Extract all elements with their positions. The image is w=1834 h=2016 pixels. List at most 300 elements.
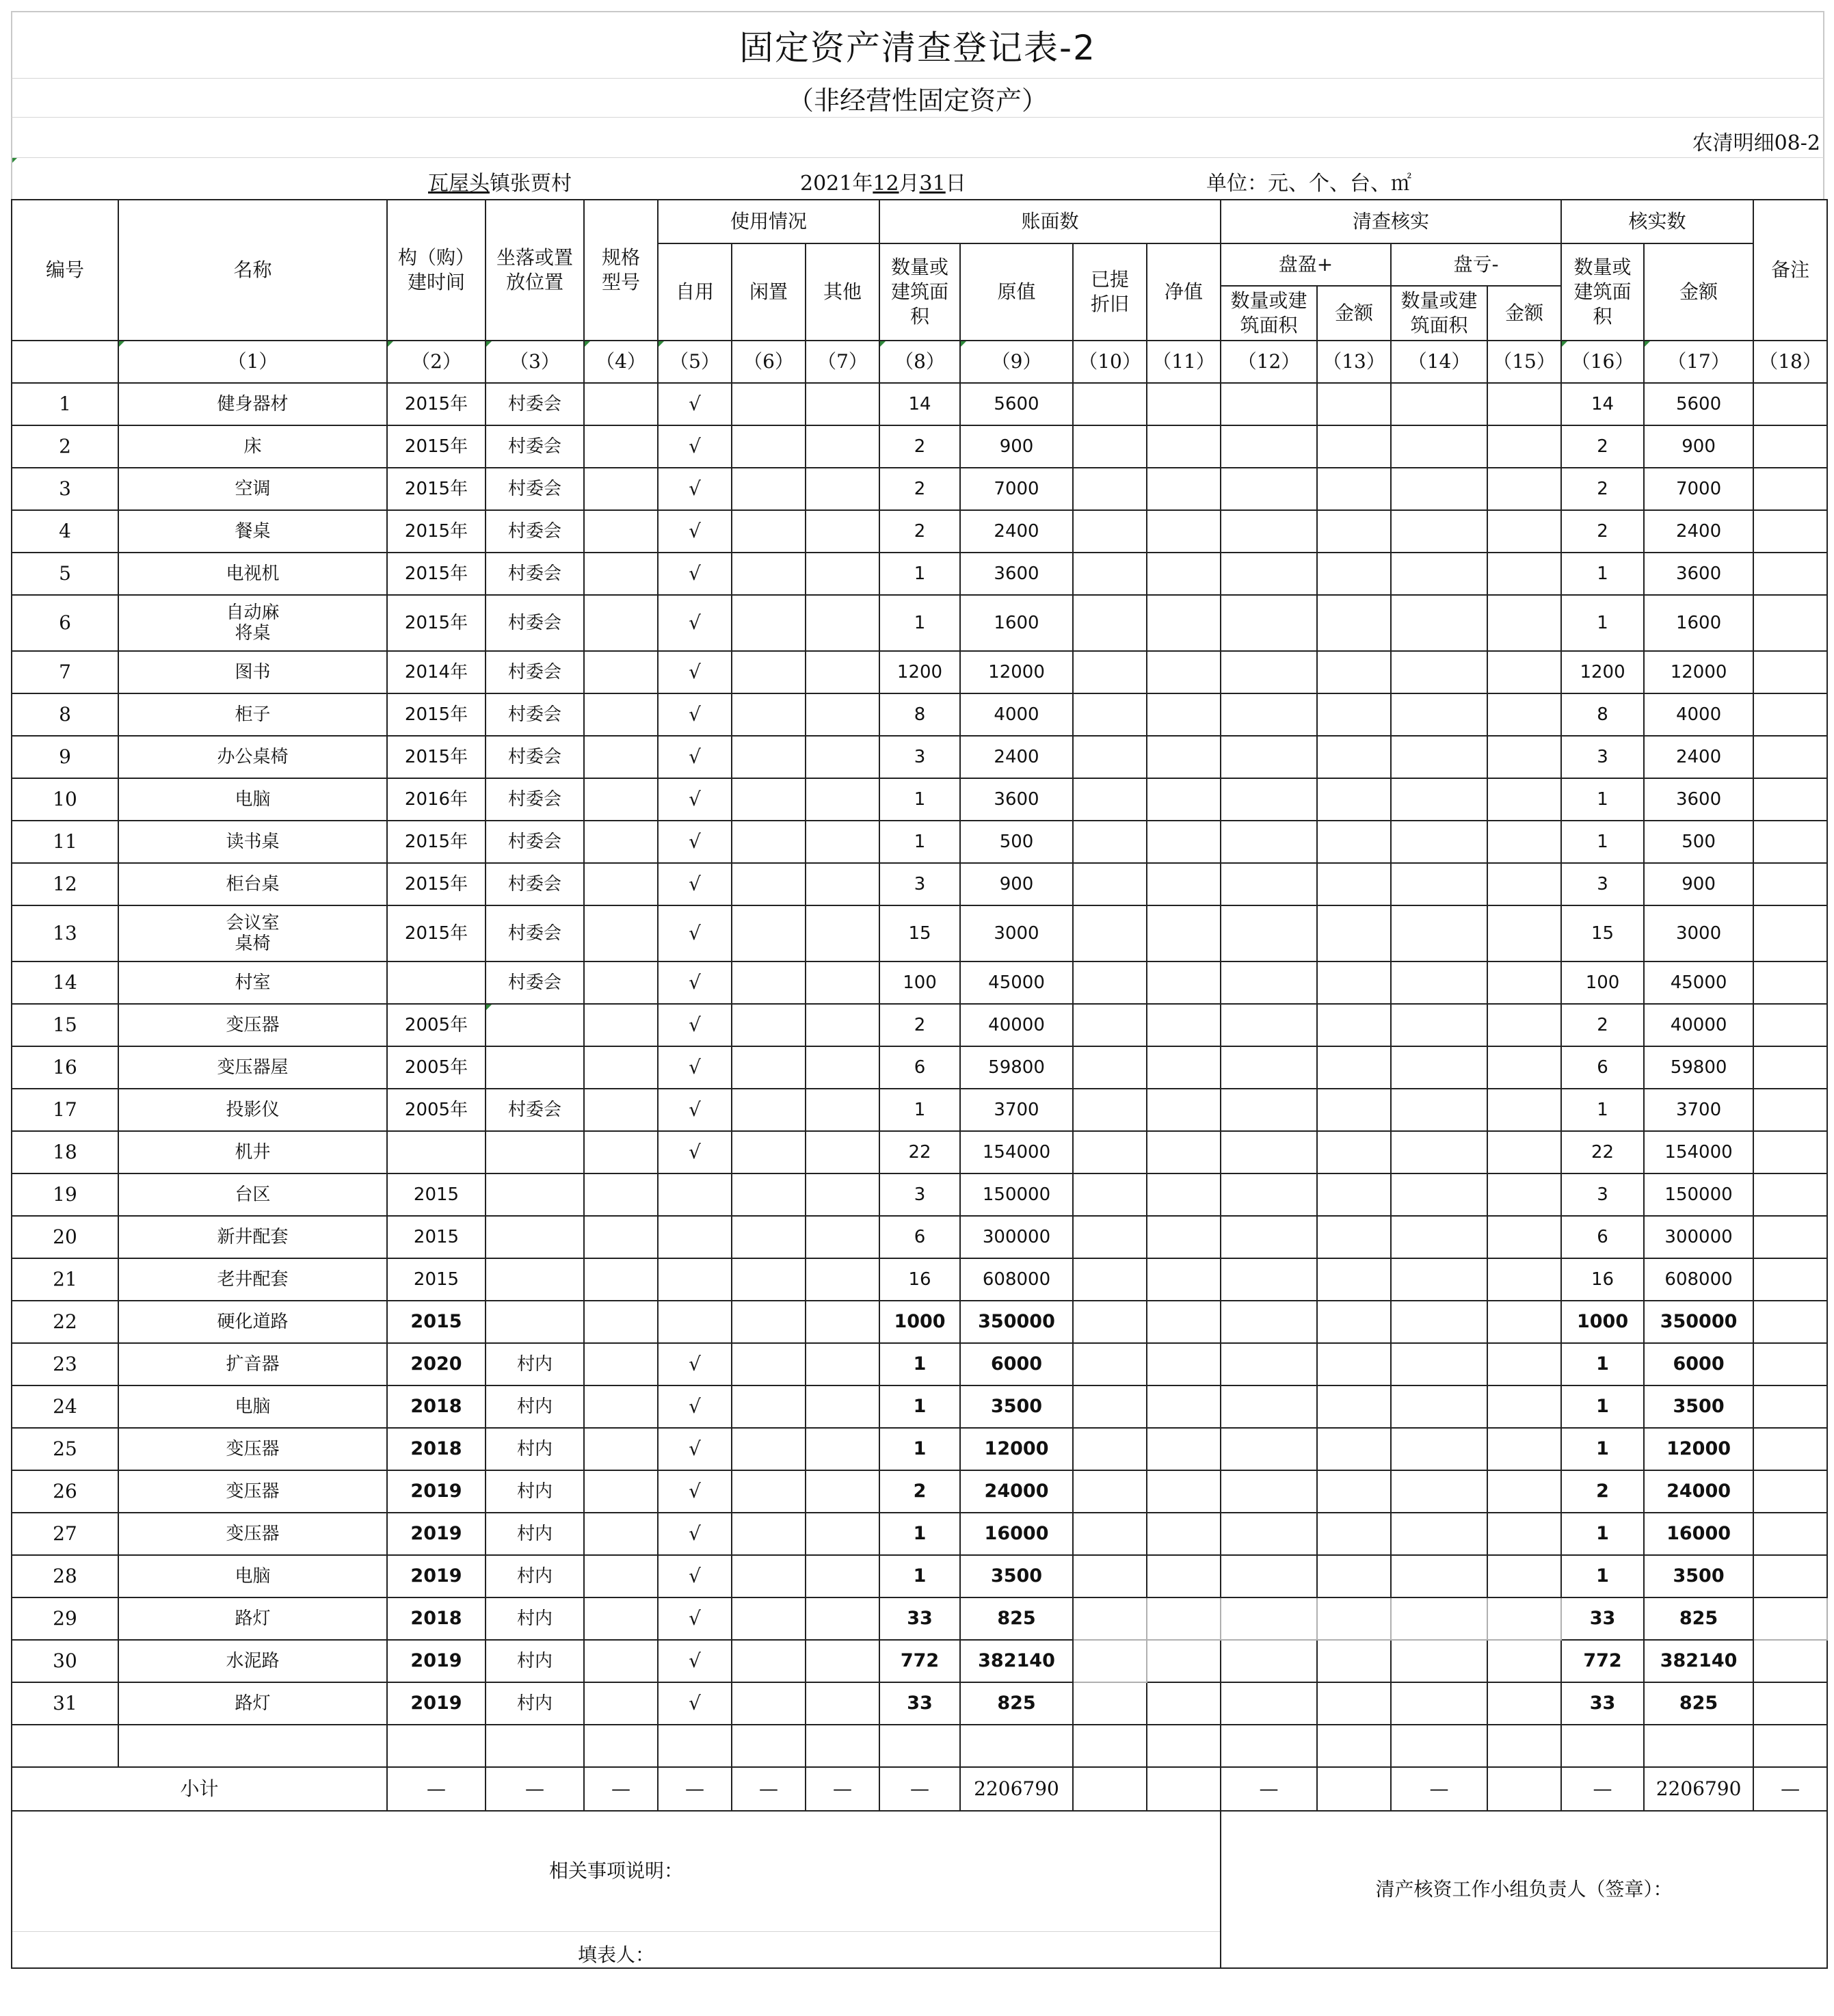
subtotal-book-orig: 2206790 bbox=[960, 1767, 1073, 1811]
cell-ver-qty: 100 bbox=[1561, 961, 1644, 1004]
cell-ver-amount: 3600 bbox=[1644, 553, 1753, 595]
cell-surplus-amount bbox=[1317, 383, 1391, 425]
cell-location: 村内 bbox=[486, 1343, 584, 1385]
cell-remark bbox=[1753, 863, 1827, 905]
cell-ver-qty: 2 bbox=[1561, 1004, 1644, 1046]
cell-spec bbox=[584, 821, 658, 863]
cell-depr bbox=[1073, 383, 1147, 425]
cell-idle bbox=[732, 1004, 806, 1046]
cell-self-use: √ bbox=[658, 1131, 732, 1173]
cell-spec bbox=[584, 778, 658, 821]
cell-build-time: 2018 bbox=[387, 1597, 486, 1640]
cell-ver-amount: 3000 bbox=[1644, 905, 1753, 961]
date-day-unit: 日 bbox=[945, 172, 966, 196]
cell-depr bbox=[1073, 1173, 1147, 1216]
cell-no: 9 bbox=[12, 736, 118, 778]
cell-book-orig: 350000 bbox=[960, 1301, 1073, 1343]
cell-deficit-amount bbox=[1487, 1470, 1561, 1513]
cell-deficit-qty bbox=[1391, 1513, 1487, 1555]
cell-deficit-amount bbox=[1487, 961, 1561, 1004]
cell-no: 26 bbox=[12, 1470, 118, 1513]
cell-book-orig: 6000 bbox=[960, 1343, 1073, 1385]
cell-deficit-qty bbox=[1391, 1216, 1487, 1258]
cell-surplus-qty bbox=[1221, 821, 1317, 863]
cell-location bbox=[486, 1131, 584, 1173]
cell-build-time: 2015年 bbox=[387, 383, 486, 425]
cell-surplus-qty bbox=[1221, 553, 1317, 595]
cell-depr bbox=[1073, 1640, 1147, 1682]
cell-other bbox=[806, 1216, 879, 1258]
cell-surplus-qty bbox=[1221, 1343, 1317, 1385]
cell-location: 村委会 bbox=[486, 821, 584, 863]
cell-spec bbox=[584, 736, 658, 778]
cell-book-qty: 1 bbox=[879, 1555, 960, 1597]
subtotal-empty bbox=[1073, 1767, 1147, 1811]
cell-ver-qty: 8 bbox=[1561, 693, 1644, 736]
cell-remark bbox=[1753, 1004, 1827, 1046]
cell-remark bbox=[1753, 778, 1827, 821]
cell-deficit-qty bbox=[1391, 961, 1487, 1004]
cell-self-use: √ bbox=[658, 1089, 732, 1131]
cell-net bbox=[1147, 1682, 1221, 1725]
cell-remark bbox=[1753, 1640, 1827, 1682]
cell-marker bbox=[1645, 341, 1650, 347]
cell-deficit-qty bbox=[1391, 736, 1487, 778]
cell-deficit-amount bbox=[1487, 1131, 1561, 1173]
table-row bbox=[12, 1640, 1827, 1682]
cell-net bbox=[1147, 553, 1221, 595]
column-number: （9） bbox=[960, 341, 1073, 383]
cell-surplus-qty bbox=[1221, 383, 1317, 425]
cell-self-use: √ bbox=[658, 1385, 732, 1428]
cell-name-text: 自动麻将桌 bbox=[226, 602, 280, 644]
cell-book-orig: 300000 bbox=[960, 1216, 1073, 1258]
cell-depr bbox=[1073, 1046, 1147, 1089]
cell-deficit-qty bbox=[1391, 905, 1487, 961]
header-deficit-qty-text: 数量或建筑面积 bbox=[1400, 289, 1478, 336]
cell-depr bbox=[1073, 1131, 1147, 1173]
cell-surplus-qty bbox=[1221, 1216, 1317, 1258]
cell-ver-amount: 900 bbox=[1644, 425, 1753, 468]
cell-deficit-amount bbox=[1487, 1004, 1561, 1046]
cell-ver-qty: 1000 bbox=[1561, 1301, 1644, 1343]
cell-name: 路灯 bbox=[118, 1682, 387, 1725]
cell-net bbox=[1147, 1131, 1221, 1173]
cell-remark bbox=[1753, 1216, 1827, 1258]
cell-surplus-amount bbox=[1317, 961, 1391, 1004]
cell-book-qty: 1 bbox=[879, 1385, 960, 1428]
cell-depr bbox=[1073, 736, 1147, 778]
cell-deficit-amount bbox=[1487, 1046, 1561, 1089]
header-net: 净值 bbox=[1147, 243, 1221, 341]
cell-other bbox=[806, 651, 879, 693]
table-row bbox=[12, 1216, 1827, 1258]
cell-surplus-amount bbox=[1317, 693, 1391, 736]
blank-row bbox=[12, 1725, 1827, 1767]
subtotal-dash: — bbox=[732, 1767, 806, 1811]
cell-location bbox=[486, 1004, 584, 1046]
cell-surplus-qty bbox=[1221, 693, 1317, 736]
cell-surplus-amount bbox=[1317, 1385, 1391, 1428]
cell-spec bbox=[584, 863, 658, 905]
cell-surplus-amount bbox=[1317, 595, 1391, 651]
cell-surplus-qty bbox=[1221, 1682, 1317, 1725]
cell-name: 电脑 bbox=[118, 1385, 387, 1428]
cell-location bbox=[486, 1216, 584, 1258]
blank-cell bbox=[1644, 1725, 1753, 1767]
cell-ver-qty: 33 bbox=[1561, 1597, 1644, 1640]
cell-book-qty: 14 bbox=[879, 383, 960, 425]
cell-ver-amount: 350000 bbox=[1644, 1301, 1753, 1343]
cell-book-orig: 825 bbox=[960, 1597, 1073, 1640]
cell-surplus-qty bbox=[1221, 510, 1317, 553]
cell-surplus-amount bbox=[1317, 468, 1391, 510]
cell-idle bbox=[732, 693, 806, 736]
header-check: 清查核实 bbox=[1221, 200, 1561, 243]
cell-build-time: 2019 bbox=[387, 1555, 486, 1597]
cell-other bbox=[806, 736, 879, 778]
blank-cell bbox=[1073, 1725, 1147, 1767]
cell-self-use bbox=[658, 1173, 732, 1216]
cell-no: 15 bbox=[12, 1004, 118, 1046]
cell-deficit-qty bbox=[1391, 595, 1487, 651]
cell-ver-amount: 1600 bbox=[1644, 595, 1753, 651]
table-row bbox=[12, 1173, 1827, 1216]
cell-idle bbox=[732, 961, 806, 1004]
cell-build-time bbox=[387, 961, 486, 1004]
cell-no: 14 bbox=[12, 961, 118, 1004]
cell-ver-amount: 12000 bbox=[1644, 651, 1753, 693]
cell-book-qty: 3 bbox=[879, 863, 960, 905]
header-book-orig: 原值 bbox=[960, 243, 1073, 341]
table-row bbox=[12, 1343, 1827, 1385]
cell-build-time: 2015年 bbox=[387, 693, 486, 736]
cell-self-use: √ bbox=[658, 736, 732, 778]
cell-location: 村委会 bbox=[486, 778, 584, 821]
cell-idle bbox=[732, 1385, 806, 1428]
unit-label: 单位：元、个、台、㎡ bbox=[1206, 172, 1411, 196]
header-ver-qty bbox=[1561, 243, 1644, 341]
cell-build-time: 2016年 bbox=[387, 778, 486, 821]
cell-location: 村内 bbox=[486, 1640, 584, 1682]
cell-name: 床 bbox=[118, 425, 387, 468]
cell-net bbox=[1147, 1046, 1221, 1089]
cell-location bbox=[486, 1046, 584, 1089]
cell-other bbox=[806, 553, 879, 595]
cell-self-use: √ bbox=[658, 821, 732, 863]
cell-ver-amount: 24000 bbox=[1644, 1470, 1753, 1513]
cell-deficit-amount bbox=[1487, 1343, 1561, 1385]
cell-ver-amount: 16000 bbox=[1644, 1513, 1753, 1555]
cell-deficit-qty bbox=[1391, 1640, 1487, 1682]
cell-net bbox=[1147, 1470, 1221, 1513]
filler-label: 填表人： bbox=[578, 1944, 655, 1966]
cell-spec bbox=[584, 1258, 658, 1301]
cell-self-use: √ bbox=[658, 1343, 732, 1385]
cell-other bbox=[806, 1343, 879, 1385]
header-surplus-qty bbox=[1221, 286, 1317, 341]
cell-spec bbox=[584, 1301, 658, 1343]
cell-remark bbox=[1753, 1046, 1827, 1089]
cell-book-orig: 45000 bbox=[960, 961, 1073, 1004]
cell-location: 村委会 bbox=[486, 693, 584, 736]
cell-surplus-amount bbox=[1317, 1004, 1391, 1046]
cell-deficit-qty bbox=[1391, 425, 1487, 468]
column-number: （7） bbox=[806, 341, 879, 383]
cell-spec bbox=[584, 1428, 658, 1470]
cell-idle bbox=[732, 651, 806, 693]
cell-depr bbox=[1073, 1258, 1147, 1301]
cell-name: 路灯 bbox=[118, 1597, 387, 1640]
cell-net bbox=[1147, 383, 1221, 425]
cell-self-use: √ bbox=[658, 1640, 732, 1682]
cell-depr bbox=[1073, 651, 1147, 693]
cell-book-orig: 3500 bbox=[960, 1385, 1073, 1428]
table-row bbox=[12, 553, 1827, 595]
cell-book-orig: 16000 bbox=[960, 1513, 1073, 1555]
cell-book-qty: 2 bbox=[879, 510, 960, 553]
table-row bbox=[12, 1258, 1827, 1301]
cell-remark bbox=[1753, 553, 1827, 595]
cell-ver-qty: 16 bbox=[1561, 1258, 1644, 1301]
blank-cell bbox=[118, 1725, 387, 1767]
cell-other bbox=[806, 821, 879, 863]
table-row bbox=[12, 1385, 1827, 1428]
cell-remark bbox=[1753, 1173, 1827, 1216]
cell-surplus-qty bbox=[1221, 595, 1317, 651]
cell-no: 27 bbox=[12, 1513, 118, 1555]
cell-ver-amount: 2400 bbox=[1644, 736, 1753, 778]
cell-name: 餐桌 bbox=[118, 510, 387, 553]
column-number: （15） bbox=[1487, 341, 1561, 383]
table-row bbox=[12, 651, 1827, 693]
cell-no: 12 bbox=[12, 863, 118, 905]
cell-remark bbox=[1753, 1089, 1827, 1131]
date-year: 2021年 bbox=[800, 172, 873, 196]
blank-cell bbox=[1391, 1725, 1487, 1767]
cell-spec bbox=[584, 1343, 658, 1385]
cell-surplus-qty bbox=[1221, 1173, 1317, 1216]
cell-no: 11 bbox=[12, 821, 118, 863]
cell-ver-amount: 382140 bbox=[1644, 1640, 1753, 1682]
cell-no: 6 bbox=[12, 595, 118, 651]
cell-book-orig: 900 bbox=[960, 863, 1073, 905]
cell-ver-qty: 2 bbox=[1561, 425, 1644, 468]
cell-ver-qty: 33 bbox=[1561, 1682, 1644, 1725]
cell-surplus-qty bbox=[1221, 1640, 1317, 1682]
blank-cell bbox=[486, 1725, 584, 1767]
cell-no: 4 bbox=[12, 510, 118, 553]
cell-name: 老井配套 bbox=[118, 1258, 387, 1301]
cell-ver-qty: 3 bbox=[1561, 1173, 1644, 1216]
header-idle: 闲置 bbox=[732, 243, 806, 341]
cell-net bbox=[1147, 1555, 1221, 1597]
cell-spec bbox=[584, 510, 658, 553]
table-row bbox=[12, 1004, 1827, 1046]
cell-self-use bbox=[658, 1216, 732, 1258]
cell-deficit-amount bbox=[1487, 553, 1561, 595]
cell-book-orig: 5600 bbox=[960, 383, 1073, 425]
cell-remark bbox=[1753, 1470, 1827, 1513]
cell-idle bbox=[732, 778, 806, 821]
cell-book-orig: 12000 bbox=[960, 1428, 1073, 1470]
cell-deficit-amount bbox=[1487, 1640, 1561, 1682]
cell-depr bbox=[1073, 1428, 1147, 1470]
cell-book-qty: 33 bbox=[879, 1682, 960, 1725]
blank-cell bbox=[732, 1725, 806, 1767]
cell-build-time: 2015年 bbox=[387, 736, 486, 778]
cell-depr bbox=[1073, 468, 1147, 510]
cell-deficit-amount bbox=[1487, 595, 1561, 651]
cell-name: 水泥路 bbox=[118, 1640, 387, 1682]
blank-cell bbox=[1147, 1725, 1221, 1767]
cell-location: 村内 bbox=[486, 1597, 584, 1640]
cell-net bbox=[1147, 595, 1221, 651]
table-row bbox=[12, 1597, 1827, 1640]
table-row bbox=[12, 383, 1827, 425]
cell-net bbox=[1147, 961, 1221, 1004]
cell-no: 23 bbox=[12, 1343, 118, 1385]
cell-location: 村内 bbox=[486, 1555, 584, 1597]
table-row bbox=[12, 1555, 1827, 1597]
cell-surplus-amount bbox=[1317, 1131, 1391, 1173]
cell-book-qty: 1 bbox=[879, 1428, 960, 1470]
cell-no: 1 bbox=[12, 383, 118, 425]
cell-location: 村内 bbox=[486, 1385, 584, 1428]
cell-idle bbox=[732, 595, 806, 651]
cell-ver-qty: 3 bbox=[1561, 736, 1644, 778]
cell-deficit-qty bbox=[1391, 863, 1487, 905]
cell-name: 机井 bbox=[118, 1131, 387, 1173]
header-depr-text: 已提折旧 bbox=[1091, 268, 1130, 315]
header-ver-qty-text: 数量或建筑面积 bbox=[1573, 256, 1632, 328]
cell-deficit-qty bbox=[1391, 1089, 1487, 1131]
header-deficit: 盘亏- bbox=[1391, 243, 1561, 286]
cell-ver-amount: 825 bbox=[1644, 1597, 1753, 1640]
cell-deficit-amount bbox=[1487, 1682, 1561, 1725]
cell-idle bbox=[732, 383, 806, 425]
cell-spec bbox=[584, 1216, 658, 1258]
cell-location: 村委会 bbox=[486, 736, 584, 778]
cell-name: 变压器 bbox=[118, 1428, 387, 1470]
cell-remark bbox=[1753, 1131, 1827, 1173]
cell-name: 变压器屋 bbox=[118, 1046, 387, 1089]
cell-book-qty: 2 bbox=[879, 1004, 960, 1046]
cell-net bbox=[1147, 905, 1221, 961]
cell-deficit-qty bbox=[1391, 1343, 1487, 1385]
cell-name: 电脑 bbox=[118, 778, 387, 821]
blank-cell bbox=[806, 1725, 879, 1767]
cell-book-orig: 154000 bbox=[960, 1131, 1073, 1173]
cell-book-qty: 1 bbox=[879, 821, 960, 863]
header-surplus: 盘盈+ bbox=[1221, 243, 1391, 286]
cell-ver-amount: 3500 bbox=[1644, 1385, 1753, 1428]
cell-book-qty: 100 bbox=[879, 961, 960, 1004]
cell-location: 村委会 bbox=[486, 651, 584, 693]
cell-surplus-qty bbox=[1221, 1385, 1317, 1428]
cell-spec bbox=[584, 383, 658, 425]
cell-ver-qty: 1 bbox=[1561, 1089, 1644, 1131]
column-number: （4） bbox=[584, 341, 658, 383]
cell-build-time: 2019 bbox=[387, 1513, 486, 1555]
cell-net bbox=[1147, 425, 1221, 468]
cell-deficit-qty bbox=[1391, 1555, 1487, 1597]
cell-deficit-amount bbox=[1487, 863, 1561, 905]
cell-build-time: 2005年 bbox=[387, 1004, 486, 1046]
cell-spec bbox=[584, 1470, 658, 1513]
cell-remark bbox=[1753, 1597, 1827, 1640]
blank-cell bbox=[12, 1725, 118, 1767]
cell-other bbox=[806, 1089, 879, 1131]
cell-deficit-qty bbox=[1391, 778, 1487, 821]
cell-idle bbox=[732, 425, 806, 468]
cell-ver-amount: 150000 bbox=[1644, 1173, 1753, 1216]
header-surplus-amount: 金额 bbox=[1317, 286, 1391, 341]
table-row bbox=[12, 736, 1827, 778]
cell-surplus-qty bbox=[1221, 1555, 1317, 1597]
column-number: （3） bbox=[486, 341, 584, 383]
cell-marker bbox=[659, 341, 664, 347]
cell-deficit-amount bbox=[1487, 383, 1561, 425]
cell-surplus-amount bbox=[1317, 1682, 1391, 1725]
cell-surplus-amount bbox=[1317, 651, 1391, 693]
column-number: （5） bbox=[658, 341, 732, 383]
cell-book-qty: 2 bbox=[879, 1470, 960, 1513]
table-row bbox=[12, 1089, 1827, 1131]
cell-net bbox=[1147, 468, 1221, 510]
cell-deficit-amount bbox=[1487, 1513, 1561, 1555]
cell-spec bbox=[584, 905, 658, 961]
column-number: （2） bbox=[387, 341, 486, 383]
cell-self-use: √ bbox=[658, 778, 732, 821]
cell-depr bbox=[1073, 595, 1147, 651]
cell-ver-amount: 608000 bbox=[1644, 1258, 1753, 1301]
cell-depr bbox=[1073, 1216, 1147, 1258]
cell-other bbox=[806, 1004, 879, 1046]
table-row bbox=[12, 510, 1827, 553]
column-number: （14） bbox=[1391, 341, 1487, 383]
cell-book-orig: 3000 bbox=[960, 905, 1073, 961]
cell-ver-qty: 3 bbox=[1561, 863, 1644, 905]
cell-idle bbox=[732, 1640, 806, 1682]
cell-marker bbox=[12, 158, 17, 163]
cell-other bbox=[806, 1555, 879, 1597]
cell-deficit-amount bbox=[1487, 778, 1561, 821]
cell-build-time: 2020 bbox=[387, 1343, 486, 1385]
cell-marker bbox=[1562, 341, 1567, 347]
cell-spec bbox=[584, 1640, 658, 1682]
cell-self-use: √ bbox=[658, 1555, 732, 1597]
cell-surplus-qty bbox=[1221, 468, 1317, 510]
cell-self-use: √ bbox=[658, 383, 732, 425]
cell-spec bbox=[584, 468, 658, 510]
cell-no: 21 bbox=[12, 1258, 118, 1301]
table-row bbox=[12, 693, 1827, 736]
cell-location bbox=[486, 1173, 584, 1216]
cell-no: 20 bbox=[12, 1216, 118, 1258]
cell-book-qty: 1 bbox=[879, 1343, 960, 1385]
blank-cell bbox=[1221, 1725, 1317, 1767]
cell-book-orig: 150000 bbox=[960, 1173, 1073, 1216]
header-build-time-text: 构（购）建时间 bbox=[397, 246, 475, 293]
cell-ver-amount: 154000 bbox=[1644, 1131, 1753, 1173]
cell-other bbox=[806, 1258, 879, 1301]
cell-depr bbox=[1073, 905, 1147, 961]
cell-deficit-amount bbox=[1487, 1258, 1561, 1301]
cell-ver-qty: 1 bbox=[1561, 1343, 1644, 1385]
cell-location: 村内 bbox=[486, 1513, 584, 1555]
cell-marker bbox=[119, 341, 124, 347]
